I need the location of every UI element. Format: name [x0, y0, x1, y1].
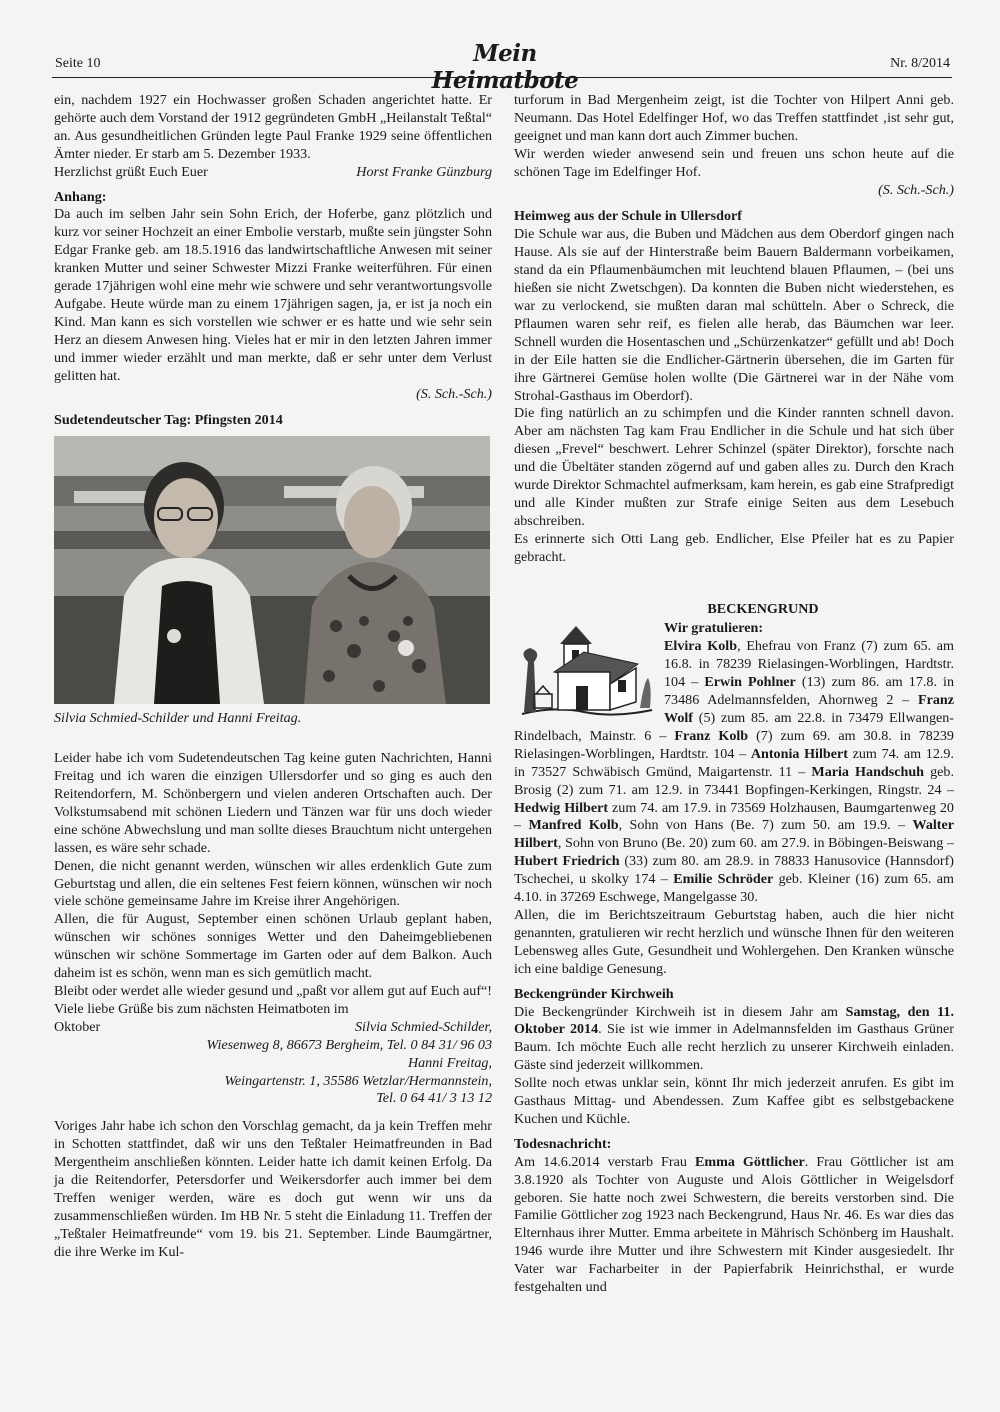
sdt-heading: Sudetendeutscher Tag: Pfingsten 2014 [54, 412, 283, 429]
birthday-name: Franz Kolb [674, 727, 749, 744]
todesnachricht-paragraph [514, 1154, 954, 1297]
birthday-name: Franz Wolf [664, 692, 954, 726]
kirchweih-text-b: . Sie ist wie immer in Adelmannsfelden im Gasthaus Grüner Baum. Ich möchte Euch alle recht herzlich zu unserer Kirchweih einladen. Gäste sind jederzeit willkommen. [514, 1021, 954, 1074]
anhang-heading: Anhang: [54, 188, 107, 205]
birthday-detail: , Sohn von Bruno (Be. 20) zum 60. am 27.9. in Böbingen-Beiswang – [557, 835, 954, 852]
continued-signature: (S. Sch.-Sch.) [878, 181, 954, 198]
birthday-name: Hedwig Hilbert [514, 799, 609, 816]
sdt-paragraph-3: Allen, die für August, September einen schönen Urlaub geplant haben, wünschen wir schönes sonniges Wetter und den Daheimgebliebenen wünschen wir schöne Sommertage im Garten oder auf dem Balkon. Auch daheim ist es schön, wenn man es sich gemütlich macht. [54, 911, 492, 982]
birthday-detail: (5) zum 85. am 22.8. in 73479 Ellwangen-Rindelbach, Mainstr. 6 – [514, 710, 954, 744]
birthday-detail: geb. Kleiner (16) zum 65. am 4.10. in 37269 Eschwege, Mangelgasse 30. [514, 871, 955, 906]
todesnachricht-heading: Todesnachricht: [514, 1135, 612, 1152]
sdt-paragraph-1: Leider habe ich vom Sudetendeutschen Tag keine guten Nachrichten, Hanni Freitag und ich waren die einzigen Ullersdorfer und so ging es auch den Reitendorfern, M. Schönbergern und vielen anderen Ortschaften auch. Der Volkstumsabend mit schönen Liedern und Tänzen war für uns doch wieder eine schöne Abwechslung und man sollte dieses Brauchtum nicht untergehen lassen, es wäre sehr schade. [54, 750, 492, 856]
signature-2-name: Hanni Freitag, [407, 1054, 492, 1071]
birthday-detail: (13) zum 86. am 17.8. in 73486 Adelmannsfelden, Ahornweg 2 – [664, 674, 955, 709]
signature-1-name: Silvia Schmied-Schilder, [355, 1018, 492, 1035]
birthday-name: Walter Hilbert [514, 817, 954, 852]
continued-paragraph-2: Wir werden wieder anwesend sein und freuen uns schon heute auf die schönen Tage im Edelfinger Hof. [514, 145, 954, 180]
birthday-name: Hubert Friedrich [514, 853, 620, 870]
kirchweih-paragraph-2: Sollte noch etwas unklar sein, könnt Ihr mich jederzeit anrufen. Es gibt im Gasthaus Mittag- und Abendessen. Zum Kaffee gibt es selbstgebackene Kuchen und Küchle. [514, 1075, 954, 1127]
kirchweih-text-a: Die Beckengründer Kirchweih ist in diesem Jahr am [514, 1003, 846, 1020]
gratulieren-heading: Wir gratulieren: [664, 620, 764, 637]
birthday-detail: zum 74. am 12.9. in 73527 Schwäbisch Gmünd, Maigartenstr. 11 – [514, 745, 954, 780]
intro-paragraph: ein, nachdem 1927 ein Hochwasser großen Schaden angerichtet hatte. Er gehörte auch dem Vorstand der 1912 gegründeten GmbH „Heilanstalt Teßtal“ an. Aus gesundheitlichen Gründen legte Paul Franke 1929 seine öffentlichen Ämter nieder. Er starb am 5. Dezember 1933. [54, 92, 492, 162]
sdt-month: Oktober [54, 1018, 101, 1035]
anhang-signature: (S. Sch.-Sch.) [416, 385, 492, 402]
sdt-paragraph-5: Voriges Jahr habe ich schon den Vorschlag gemacht, da ja kein Treffen mehr in Schotten stattfindet, daß wir uns den Teßtaler Heimatfreunden in Bad Mergentheim anschließen könnten. Leider hatte ich damit keinen Erfolg. Da ja die Reitendorfer, Petersdorfer und Weikersdorfer auch immer bei dem Treffen weniger werden, wäre es doch gut wenn wir uns da zusammenschließen würden. Im HB Nr. 5 steht die Einladung 11. Treffen der „Teßtaler Heimatfreunde“ vom 19. bis 21. September. Linde Baumgärtner, die ihre Werke im Kul- [54, 1118, 492, 1260]
birthday-name: Emilie Schröder [673, 871, 774, 888]
signature-line-1 [54, 1019, 492, 1037]
heimweg-paragraph-1: Die Schule war aus, die Buben und Mädchen aus dem Oberdorf gingen nach Hause. Als sie auf der Hinterstraße beim Bauern Baldermann vorbeikamen, stand da ein Pflaumenbäumchen mit leuchtend blauen Pflaumen, – (bei uns hießen sie nicht Zwetschgen). Da konnten die Buben nicht wiederstehen, es war zu verlockend, sie mußten daran mal schütteln. Aber o Schreck, die Pflaumen waren sehr reif, es fielen alle herab, das Bäumchen war leer. Schnell wurden die Hosentaschen und „Schürzenkatzer“ gefüllt und ab! Doch in der Eile hatten sie die Endlicher-Gärtnerin übersehen, die im Garten für ihre Gärtnerei Gemüse holen wollte (Die Gärtnerei war in der Nähe vom Strohal-Gasthaus im Oberdorf). [514, 226, 954, 404]
kirchweih-paragraph [514, 1004, 954, 1076]
greeting-signature: Horst Franke Günzburg [356, 163, 492, 180]
sdt-paragraph-4: Bleibt oder werdet alle wieder gesund und „paßt vor allem gut auf Euch auf“! Viele liebe Grüße bis zum nächsten Heimatboten im [54, 983, 492, 1017]
photo-illustration [54, 436, 490, 704]
kirchweih-date: Samstag, den 11. Oktober 2014 [514, 1003, 954, 1038]
birthday-name: Erwin Pohlner [704, 674, 796, 691]
sdt-paragraph-2: Denen, die nicht genannt werden, wünschen wir alles erdenklich Gute zum Geburtstag und allen, die ein seltenes Fest feiern können, wünschen wir noch viele schöne gemeinsame Jahre im Kreise ihrer Angehörigen. [54, 857, 492, 910]
masthead-logo: Mein Heimatbote [431, 40, 579, 94]
birthday-detail: geb. Brosig (2) zum 71. am 12.9. in 73441 Bopfingen-Kerkingen, Ringstr. 24 – [514, 763, 954, 798]
heimweg-paragraph-2: Die fing natürlich an zu schimpfen und die Kinder rannten schnell davon. Aber am nächsten Tag kam Frau Endlicher in die Schule und hat sich über diesen „Frevel“ beschwert. Lehrer Schinzel (später Direktor), forschte nach und die Übeltäter standen zögernd auf und gaben alles zu. Durch den Krach wurde Direktor Schmachtel aufmerksam, kam herein, es gab eine Strafpredigt und alle Kinder mußten zur Strafe einige Seiten aus dem Lesebuch abschreiben. [514, 405, 954, 529]
tod-text-a: Am 14.6.2014 verstarb Frau [514, 1153, 695, 1170]
signature-1-address: Wiesenweg 8, 86673 Bergheim, Tel. 0 84 31/ 96 03 [206, 1036, 492, 1053]
photo-caption: Silvia Schmied-Schilder und Hanni Freitag. [54, 710, 302, 727]
photo-two-women [54, 436, 490, 704]
tod-text-b: . Frau Göttlicher ist am 3.8.1920 als Tochter von Auguste und Alois Göttlicher in Weigelsdorf geboren. Sie hatte noch zwei Schwestern, die bereits verstorben sind. Die Familie Göttlicher zog 1923 nach Beckengrund, Haus Nr. 46. Es war dies das Elternhaus ihrer Mutter. Emma arbeitete in Mährisch Schönberg im Haushalt. 1946 wurde ihre Mutter und ihre Schwestern mit Kinder ausgesiedelt. Ihr Vater war Facharbeiter in der Papierfabrik Heinrichsthal, er wurde festgehalten und [514, 1153, 954, 1296]
kirchweih-heading: Beckengründer Kirchweih [514, 985, 674, 1002]
header-rule [52, 77, 952, 78]
birthday-name: Antonia Hilbert [750, 745, 848, 762]
heimweg-heading: Heimweg aus der Schule in Ullersdorf [514, 208, 742, 225]
tod-name: Emma Göttlicher [694, 1153, 805, 1170]
birthday-detail: zum 74. am 17.9. in 73569 Holzhausen, Baumgartenweg 20 – [514, 799, 954, 834]
right-column [514, 92, 954, 1297]
signature-2-phone: Tel. 0 64 41/ 3 13 12 [376, 1090, 492, 1107]
anhang-paragraph: Da auch im selben Jahr sein Sohn Erich, der Hoferbe, ganz plötzlich und kurz vor seiner Hochzeit an einer Embolie verstarb, mußte sein jüngster Sohn Edgar Franke geb. am 18.5.1916 das landwirtschaftliche Anwesen mit seiner kranken Mutter und seiner Schwester Mizzi Franke weiterführen. Für einen gerade 17jährigen wohl eine mehr wie schwere und sehr verantwortungsvolle Aufgabe. Heute würde man zu einem 17jährigen sagen, ja, er ist ja noch ein Kind. Man kann es sich vorstellen wie schwer er es hatte und wie sehr sein Herz an diesem Anwesen hing. Vieles hat er mir in den letzten Jahren immer und immer wieder erzählt und man merkte, daß er sehr unter dem Verlust gelitten hat. [54, 206, 492, 384]
birthday-detail: , Sohn von Hans (Be. 7) zum 50. am 19.9. – [618, 817, 913, 834]
beckengrund-heading: BECKENGRUND [707, 600, 819, 617]
page-number: Seite 10 [55, 56, 101, 71]
issue-number: Nr. 8/2014 [890, 56, 950, 71]
greeting-text: Herzlichst grüßt Euch Euer [54, 163, 208, 180]
greeting-line [54, 164, 492, 182]
birthday-detail: (33) zum 80. am 28.9. in 78833 Hanusovice (Hannsdorf) Tschechei, u skolky 174 – [514, 853, 954, 888]
birthday-name: Manfred Kolb [528, 817, 619, 834]
continued-paragraph-1: turforum in Bad Mergenheim zeigt, ist die Tochter von Hilpert Anni geb. Neumann. Das Hotel Edelfinger Hof, wo das Treffen stattfindet ‚ist sehr gut, geeignet und man kann dort auch Zimmer buchen. [514, 92, 954, 144]
birthday-name: Elvira Kolb [664, 638, 738, 655]
birthday-detail: (7) zum 69. am 30.8. in 78239 Rielasingen-Worblingen, Hardtstr. 104 – [514, 727, 954, 762]
birthday-section [514, 620, 954, 907]
birthday-closing: Allen, die im Berichtszeitraum Geburtstag haben, auch die hier nicht genannten, gratulieren wir recht herzlich und wünsche Ihnen für den weiteren Lebensweg alles Gute, Gesundheit und Wohlergehen. Den Kranken wünsche ich eine baldige Genesung. [514, 906, 954, 977]
signature-2-address: Weingartenstr. 1, 35586 Wetzlar/Hermannstein, [224, 1072, 492, 1089]
church-illustration [514, 622, 656, 720]
left-column [54, 92, 492, 1262]
heimweg-paragraph-3: Es erinnerte sich Otti Lang geb. Endlicher, Else Pfeiler hat es zu Papier gebracht. [514, 530, 954, 565]
birthday-name: Maria Handschuh [811, 763, 924, 780]
birthday-detail: , Ehefrau von Franz (7) zum 65. am 16.8. in 78239 Rielasingen-Worblingen, Hardtstr. 104 – [664, 638, 954, 691]
